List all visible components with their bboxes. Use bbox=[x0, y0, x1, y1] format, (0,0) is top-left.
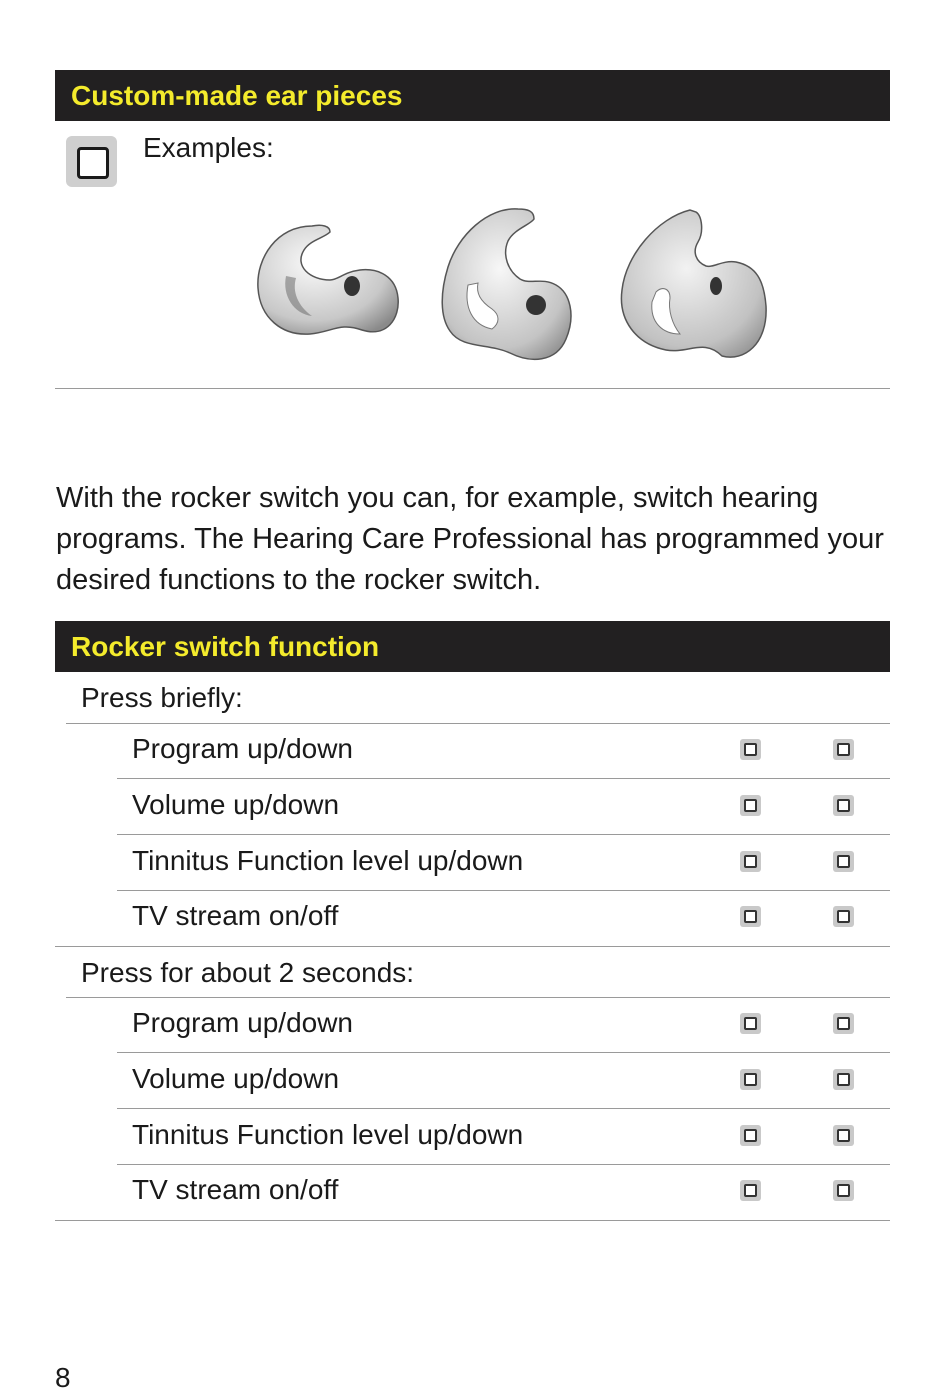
custom-earpieces-checkbox[interactable] bbox=[66, 136, 117, 187]
press-2-seconds-label: Press for about 2 seconds: bbox=[81, 957, 415, 988]
table-row bbox=[117, 997, 890, 1052]
function-label: Tinnitus Function level up/down bbox=[132, 1119, 524, 1150]
checkbox-left[interactable] bbox=[740, 1069, 761, 1090]
page-number: 8 bbox=[55, 1362, 71, 1393]
checkbox-left[interactable] bbox=[740, 851, 761, 872]
examples-label: Examples: bbox=[143, 132, 274, 163]
custom-earpieces-header: Custom-made ear pieces bbox=[55, 70, 890, 121]
function-label: Volume up/down bbox=[132, 1063, 340, 1094]
earpiece-image-3 bbox=[618, 206, 770, 361]
earpiece-image-1 bbox=[252, 218, 402, 348]
function-label: Program up/down bbox=[132, 1007, 354, 1038]
table-row bbox=[117, 835, 890, 890]
checkbox-left[interactable] bbox=[740, 1180, 761, 1201]
checkbox-left[interactable] bbox=[740, 1013, 761, 1034]
table-row bbox=[117, 779, 890, 834]
function-label: Volume up/down bbox=[132, 789, 340, 820]
checkbox-left[interactable] bbox=[740, 1125, 761, 1146]
checkbox-right[interactable] bbox=[833, 739, 854, 760]
checkbox-right[interactable] bbox=[833, 1125, 854, 1146]
checkbox-right[interactable] bbox=[833, 795, 854, 816]
table-row bbox=[117, 890, 890, 945]
function-label: TV stream on/off bbox=[132, 1174, 339, 1205]
checkbox-left[interactable] bbox=[740, 906, 761, 927]
earpiece-image-2 bbox=[438, 205, 578, 367]
table-row bbox=[117, 1053, 890, 1108]
checkbox-right[interactable] bbox=[833, 1013, 854, 1034]
function-label: Tinnitus Function level up/down bbox=[132, 845, 524, 876]
checkbox-right[interactable] bbox=[833, 851, 854, 872]
table-row bbox=[117, 723, 890, 778]
checkbox-right[interactable] bbox=[833, 1180, 854, 1201]
function-label: TV stream on/off bbox=[132, 900, 339, 931]
table-row bbox=[117, 1164, 890, 1219]
rocker-intro-paragraph: With the rocker switch you can, for example, switch hearing programs. The Hearing Care Professional has programmed your desired functions to the rocker switch. bbox=[56, 482, 884, 596]
checkbox-right[interactable] bbox=[833, 906, 854, 927]
table-row bbox=[117, 1109, 890, 1164]
checkbox-left[interactable] bbox=[740, 795, 761, 816]
press-briefly-label: Press briefly: bbox=[81, 682, 243, 713]
checkbox-right[interactable] bbox=[833, 1069, 854, 1090]
checkbox-left[interactable] bbox=[740, 739, 761, 760]
table-bottom-divider bbox=[55, 1220, 890, 1221]
section-divider bbox=[55, 388, 890, 389]
function-label: Program up/down bbox=[132, 733, 354, 764]
rocker-switch-header: Rocker switch function bbox=[55, 621, 890, 672]
